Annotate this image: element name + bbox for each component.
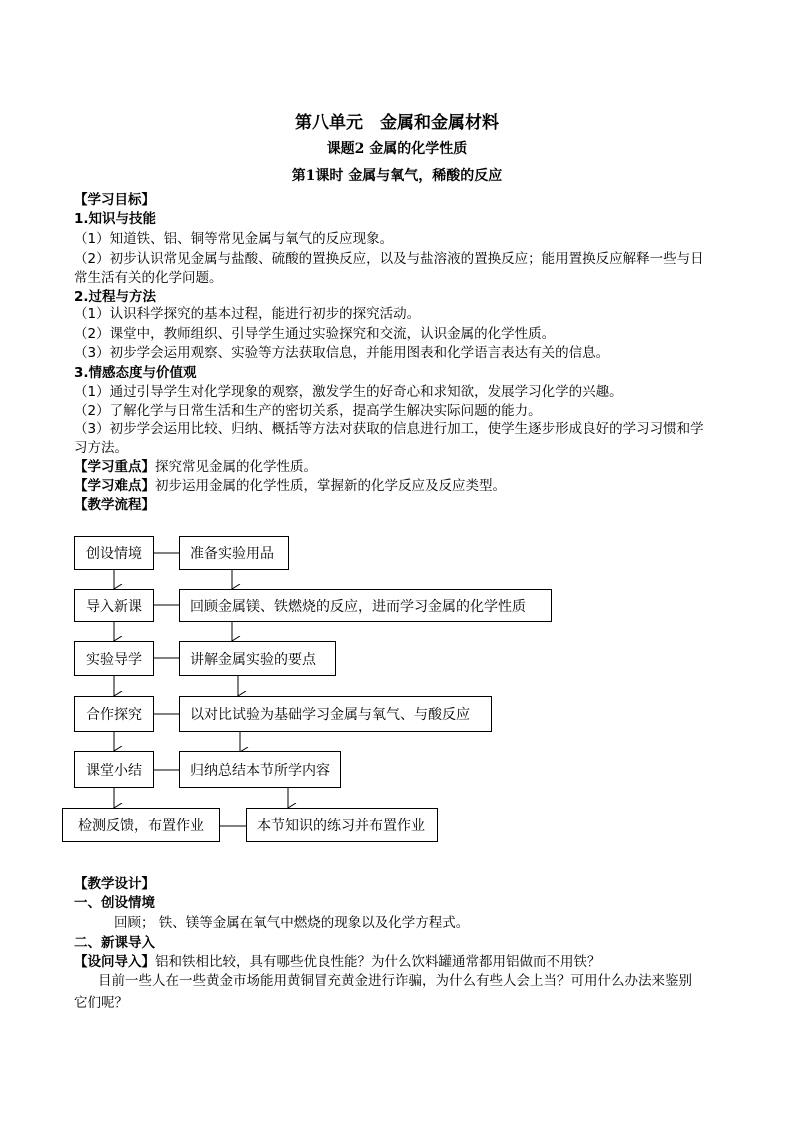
difficulty-label: 【学习难点】 — [74, 478, 155, 494]
design-heading: 【教学设计】 — [74, 876, 155, 892]
key-point-label: 【学习重点】 — [74, 459, 155, 475]
objective-text: （2）课堂中，教师组织、引导学生通过实验探究和交流，认识金属的化学性质。 — [74, 326, 556, 342]
flow-detail-review: 回顾金属镁、铁燃烧的反应，进而学习金属的化学性质 — [179, 589, 552, 622]
objective-text: 常生活有关的化学问题。 — [74, 270, 223, 286]
design-section-1: 一、创设情境 — [74, 895, 155, 911]
lesson-period: 第1课时 金属与氧气，稀酸的反应 — [291, 168, 503, 184]
flow-detail-practice: 本节知识的练习并布置作业 — [246, 808, 438, 842]
flow-detail-explain: 讲解金属实验的要点 — [179, 641, 336, 676]
objective-text: （1）通过引导学生对化学现象的观察，激发学生的好奇心和求知欲，发展学习化学的兴趣。 — [74, 384, 623, 400]
objective-text: （2）了解化学与日常生活和生产的密切关系，提高学生解决实际问题的能力。 — [74, 403, 542, 419]
flow-step-feedback: 检测反馈，布置作业 — [62, 808, 220, 842]
question-label: 【设问导入】 — [74, 954, 155, 970]
objective-text: （3）初步学会运用观察、实验等方法获取信息，并能用图表和化学语言表达有关的信息。 — [74, 345, 610, 361]
objective-text: （1）认识科学探究的基本过程，能进行初步的探究活动。 — [74, 306, 421, 322]
objectives-section-1: 1.知识与技能 — [74, 211, 157, 227]
lesson-topic: 课题2 金属的化学性质 — [326, 141, 468, 157]
key-point-text: 探究常见金属的化学性质。 — [155, 459, 317, 475]
design-paragraph: 目前一些人在一些黄金市场能用黄铜冒充黄金进行诈骗，为什么有些人会上当？可用什么办法来鉴别 — [98, 973, 692, 989]
design-question — [74, 953, 601, 971]
flow-detail-conclude: 归纳总结本节所学内容 — [179, 751, 341, 788]
objective-text: （3）初步学会运用比较、归纳、概括等方法对获取的信息进行加工，使学生逐步形成良好的学习习惯和学 — [74, 421, 704, 437]
objectives-heading: 【学习目标】 — [74, 192, 155, 208]
flow-step-cooperate: 合作探究 — [74, 696, 154, 732]
design-section-2: 二、新课导入 — [74, 935, 155, 951]
objective-text: （1）知道铁、铝、铜等常见金属与氧气的反应现象。 — [74, 231, 394, 247]
objectives-section-2: 2.过程与方法 — [74, 289, 157, 305]
flow-step-experiment: 实验导学 — [74, 641, 154, 676]
flow-step-summary: 课堂小结 — [74, 751, 154, 788]
question-text: 铝和铁相比较，具有哪些优良性能？为什么饮料罐通常都用铝做而不用铁？ — [155, 954, 601, 970]
page-title: 第八单元 金属和金属材料 — [295, 113, 499, 133]
flow-step-create-situation: 创设情境 — [74, 536, 154, 570]
objective-text: 习方法。 — [74, 440, 128, 456]
objectives-section-3: 3.情感态度与价值观 — [74, 365, 197, 381]
design-paragraph: 它们呢？ — [74, 995, 128, 1011]
design-review-text: 回顾； 铁、镁等金属在氧气中燃烧的现象以及化学方程式。 — [114, 915, 470, 931]
objective-text: （2）初步认识常见金属与盐酸、硫酸的置换反应，以及与盐溶液的置换反应；能用置换反应解释一些与日 — [74, 251, 704, 267]
flow-heading: 【教学流程】 — [74, 497, 155, 513]
flow-step-intro: 导入新课 — [74, 589, 154, 622]
flow-detail-prepare: 准备实验用品 — [179, 536, 289, 570]
difficulty-text: 初步运用金属的化学性质，掌握新的化学反应及反应类型。 — [155, 478, 506, 494]
flow-detail-compare: 以对比试验为基础学习金属与氧气、与酸反应 — [179, 696, 492, 732]
